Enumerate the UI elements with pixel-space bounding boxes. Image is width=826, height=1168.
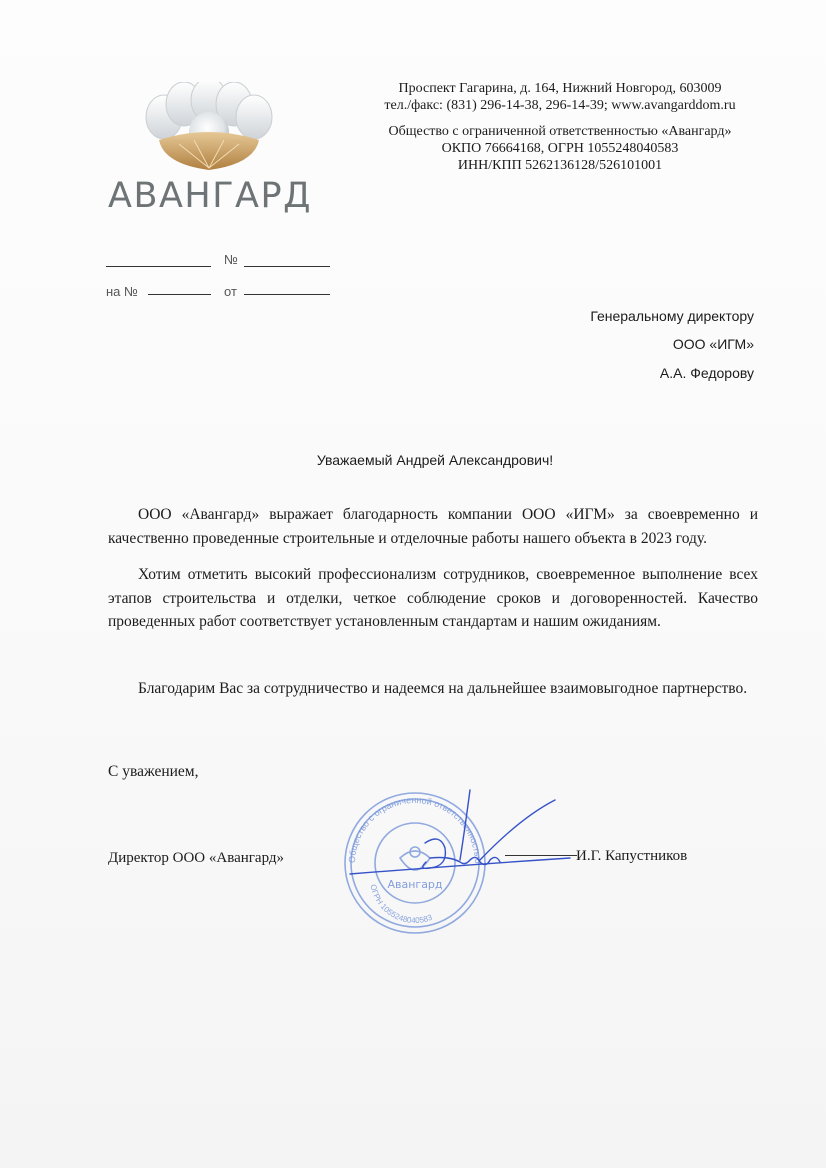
- company-legal-name: Общество с ограниченной ответственностью «Авангард»: [388, 124, 732, 139]
- paragraph-gratitude: ООО «Авангард» выражает благодарность компании ООО «ИГМ» за своевременно и качественно проведенные строительные и отделочные работы нашего объекта в 2023 году.: [108, 506, 758, 547]
- reply-date-label: от: [224, 284, 237, 299]
- stamp-ogrn-text: ОГРН 1055248040583: [368, 883, 434, 926]
- outgoing-number-label: №: [224, 252, 238, 267]
- signer-name: И.Г. Капустников: [576, 848, 688, 864]
- addressee-position: Генеральному директору: [590, 308, 754, 324]
- handwritten-signature-icon: [350, 790, 570, 874]
- company-codes: ОКПО 76664168, ОГРН 1055248040583: [441, 141, 679, 156]
- salutation: Уважаемый Андрей Александрович!: [316, 452, 554, 468]
- reply-number-label: на №: [106, 284, 138, 299]
- outgoing-number-line: [244, 266, 330, 267]
- signer-title: Директор ООО «Авангард»: [108, 850, 285, 866]
- stamp-outer-text: Общество с ограниченной ответственностью: [346, 794, 484, 864]
- addressee-company: ООО «ИГМ»: [672, 336, 754, 352]
- paragraph-professionalism: Хотим отметить высокий профессионализм сотрудников, своевременное выполнение всех этапов строительства и отделки, четкое соблюдение сроков и договоренностей. Качество проведенных работ соответствует установленным стандартам и нашим ожиданиям.: [108, 566, 758, 630]
- signature-line: [505, 855, 577, 856]
- company-logo-text: АВАНГАРД: [108, 176, 312, 216]
- company-address: Проспект Гагарина, д. 164, Нижний Новгород, 603009: [398, 81, 722, 96]
- company-inn: ИНН/КПП 5262136128/526101001: [457, 158, 663, 173]
- reply-number-line: [148, 294, 211, 295]
- paragraph-partnership: Благодарим Вас за сотрудничество и надеемся на дальнейшее взаимовыгодное партнерство.: [138, 680, 748, 697]
- company-stamp-icon: [330, 778, 610, 948]
- stamp-center-text: Авангард: [387, 878, 443, 891]
- addressee-name: А.А. Федорову: [659, 365, 754, 381]
- outgoing-date-line: [106, 266, 211, 267]
- closing: С уважением,: [108, 763, 199, 780]
- company-contacts: тел./факс: (831) 296-14-38, 296-14-39; www.avangarddom.ru: [384, 98, 736, 113]
- reply-date-line: [244, 294, 330, 295]
